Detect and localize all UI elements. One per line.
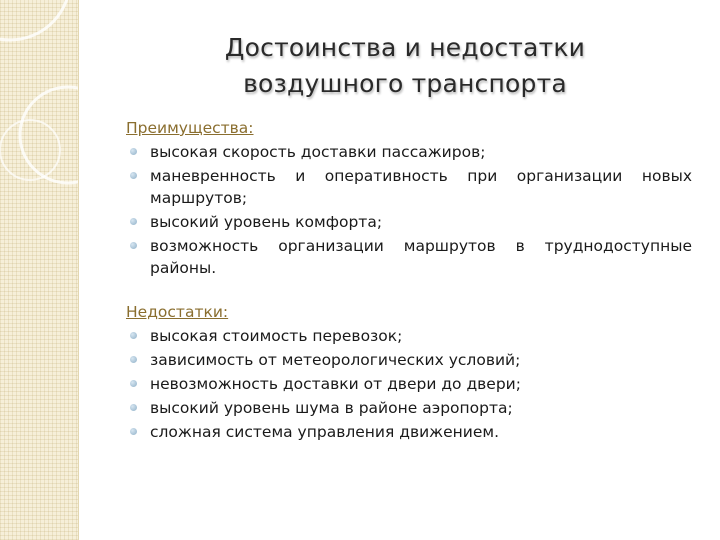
list-item-text: высокий уровень шума в районе аэропорта; [150, 399, 513, 417]
list-item [126, 165, 692, 209]
section-spacer [126, 281, 692, 301]
bullet-icon [130, 404, 137, 411]
bullet-icon [130, 356, 137, 363]
disadvantages-heading: Недостатки: [126, 303, 229, 321]
bullet-icon [130, 172, 137, 179]
bullet-icon [130, 218, 137, 225]
slide-content [126, 117, 692, 445]
list-item-text: возможность организации маршрутов в труднодоступные районы. [150, 237, 692, 277]
bullet-icon [130, 428, 137, 435]
list-item-text: невозможность доставки от двери до двери; [150, 375, 521, 393]
list-item-text: высокий уровень комфорта; [150, 213, 383, 231]
decorative-side-band [0, 0, 79, 540]
bullet-icon [130, 242, 137, 249]
list-item-text: высокая стоимость перевозок; [150, 327, 403, 345]
advantages-list [126, 141, 692, 279]
slide-title [200, 30, 610, 102]
list-item-text: высокая скорость доставки пассажиров; [150, 143, 486, 161]
list-item [126, 235, 692, 279]
list-item [126, 349, 692, 371]
title-line-1: Достоинства и недостатки [224, 33, 586, 62]
decorative-circles [0, 0, 78, 540]
advantages-heading: Преимущества: [126, 119, 254, 137]
list-item [126, 397, 692, 419]
list-item [126, 421, 692, 443]
title-line-2: воздушного транспорта [243, 69, 567, 98]
list-item [126, 373, 692, 395]
list-item-text: сложная система управления движением. [150, 423, 500, 441]
list-item-text: зависимость от метеорологических условий; [150, 351, 521, 369]
list-item [126, 141, 692, 163]
list-item [126, 325, 692, 347]
bullet-icon [130, 332, 137, 339]
list-item-text: маневренность и оперативность при организации новых маршрутов; [150, 167, 692, 207]
bullet-icon [130, 380, 137, 387]
bullet-icon [130, 148, 137, 155]
list-item [126, 211, 692, 233]
disadvantages-list [126, 325, 692, 443]
